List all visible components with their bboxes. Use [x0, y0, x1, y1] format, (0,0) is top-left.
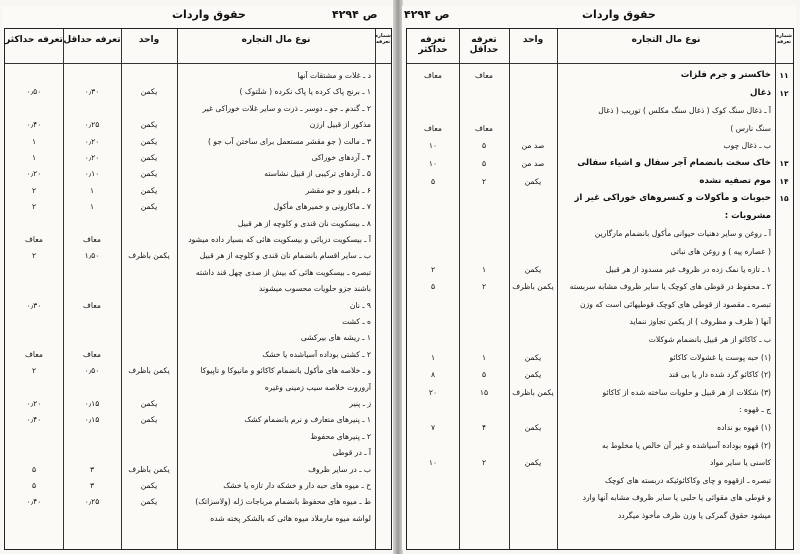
max-rate: معاف — [424, 71, 442, 80]
table-row — [407, 456, 793, 469]
min-rate: ۲ — [481, 458, 487, 468]
right-tariff-table — [406, 28, 794, 550]
min-rate: ۵ — [481, 159, 487, 168]
min-rate: ۰٫۱۰ — [84, 169, 100, 179]
description: ذغال — [750, 87, 771, 98]
description: ۲ ـ گندم ـ جو ـ دوسر ـ ذرت و سایر غلات خوراکی غیر — [202, 103, 371, 113]
max-rate: ۰٫۲۰ — [26, 169, 42, 179]
table-row — [5, 315, 391, 328]
table-row — [5, 282, 391, 295]
table-row — [5, 463, 391, 476]
table-row — [5, 495, 391, 508]
description: تبصره ـ مقصود از قوطی های کوچک قوطیهائی است که وزن — [580, 299, 771, 309]
left-header-description: نوع مال التجاره — [241, 35, 311, 45]
left-header-code: شماره تعرفه — [375, 33, 391, 45]
min-rate: ۱۵ — [479, 387, 489, 397]
description: د ـ غلات و مشتقات آنها — [297, 71, 371, 80]
min-rate: ۱ — [481, 264, 487, 274]
table-row — [407, 368, 793, 381]
table-row — [407, 122, 793, 135]
table-row — [5, 299, 391, 312]
table-row — [407, 491, 793, 504]
max-rate: ۱ — [430, 352, 436, 362]
table-row — [5, 512, 391, 525]
description: آ ـ ذغال سنگ کوک ( ذغال سنگ مکلس ) توریب ( ذغال — [598, 106, 771, 116]
min-rate: ۰٫۲۰ — [84, 136, 100, 146]
description: ۱ ـ تازه یا نمک زده در ظروف غیر مسدود از هر قبیل — [605, 264, 771, 274]
min-rate: معاف — [83, 235, 101, 244]
description: ۷ ـ ماکارونی و خمیرهای مأکول — [273, 202, 371, 212]
right-page-title: حقوق واردات — [582, 8, 656, 21]
min-rate: ۴ — [481, 423, 487, 432]
table-row — [5, 430, 391, 443]
unit: یکمن — [524, 458, 542, 468]
tariff-code: ۱۱ — [779, 71, 789, 80]
table-row — [407, 69, 793, 82]
max-rate: ۰٫۲۰ — [26, 399, 42, 408]
table-row — [5, 331, 391, 344]
left-tariff-table — [4, 28, 392, 550]
description: حبوبات و مأکولات و کنسروهای خوراکی غیر از — [574, 193, 771, 204]
right-header-max: تعرفه حداکثر — [418, 35, 448, 55]
table-row — [407, 474, 793, 487]
tariff-code: ۱۵ — [779, 194, 789, 204]
description: (۱) حبه پوست یا غشولات کاکائو — [669, 352, 771, 362]
max-rate: ۰٫۵۰ — [26, 87, 42, 97]
max-rate: معاف — [25, 349, 43, 359]
description: خاکستر و جرم فلزات — [680, 70, 771, 80]
min-rate: ۱ — [89, 185, 95, 195]
unit: یکمن باظرف — [512, 282, 554, 292]
max-rate: ۲ — [31, 185, 37, 195]
min-rate: ۲ — [481, 282, 487, 292]
description: ۵ ـ آردهای ترکیبی از قبیل نشاسته — [264, 169, 371, 179]
left-header-unit: واحد — [138, 35, 160, 45]
unit: یکمن — [140, 169, 158, 179]
min-rate: ۵ — [481, 141, 487, 151]
right-running-header — [402, 8, 796, 26]
right-header-min: تعرفه حداقل — [469, 35, 499, 55]
table-row — [5, 184, 391, 197]
description: ۱ ـ برنج پاک کرده یا پاک نکرده ( شلتوک ) — [239, 87, 371, 97]
description: (۳) شکلات از هر قبیل و حلویات ساخته شده از کاکائو — [602, 387, 771, 397]
table-row — [407, 87, 793, 100]
table-row — [407, 139, 793, 152]
max-rate: ۵ — [430, 176, 436, 186]
description: ب ـ کاکائو از هر قبیل بانضمام شوکلات — [648, 335, 771, 344]
unit: صد من — [521, 141, 545, 151]
unit: یکمن — [140, 136, 158, 146]
table-row — [407, 104, 793, 117]
min-rate: ۰٫۱۵ — [84, 415, 100, 425]
min-rate: ۰٫۲۵ — [84, 120, 100, 130]
description: ۲ ـ کشتی بوداده آسیاشده یا خشک — [262, 349, 371, 359]
table-row — [5, 233, 391, 246]
max-rate: معاف — [424, 123, 442, 133]
max-rate: ۰٫۴۰ — [26, 415, 42, 425]
unit: صد من — [521, 159, 545, 168]
description: ج ـ قهوه : — [739, 405, 771, 415]
right-header-unit: واحد — [522, 35, 544, 45]
description: ۶ ـ بلغور و جو مقشر — [305, 185, 371, 195]
min-rate: ۱٫۵۰ — [84, 251, 100, 261]
table-row — [5, 217, 391, 230]
unit: یکمن — [140, 120, 158, 130]
unit: یکمن — [140, 185, 158, 195]
min-rate: ۰٫۵۰ — [84, 366, 100, 376]
left-page-title: حقوق واردات — [172, 8, 246, 21]
table-row — [5, 397, 391, 410]
max-rate: ۲۰ — [428, 387, 438, 397]
description: آ ـ روغن و سایر دهنیات حیوانی مأکول بانضمام مارگارین — [594, 229, 771, 239]
table-row — [5, 446, 391, 459]
description: ۲ ـ پنیرهای محفوظ — [310, 431, 371, 441]
table-row — [407, 509, 793, 522]
table-row — [5, 135, 391, 148]
table-row — [407, 421, 793, 434]
left-running-header — [2, 8, 394, 26]
description: ۹ ـ نان — [349, 300, 371, 310]
description: ( عصاره پیه ) و روغن های نباتی — [670, 247, 771, 256]
table-row — [5, 413, 391, 426]
tariff-code: ۱۳ — [779, 159, 789, 168]
table-row — [407, 333, 793, 346]
max-rate: معاف — [25, 235, 43, 244]
max-rate: ۷ — [430, 423, 436, 432]
description: (۱) قهوه بو نداده — [717, 423, 771, 432]
max-rate: ۲ — [31, 251, 37, 261]
description: سنگ نارس ) — [730, 123, 771, 133]
min-rate: ۵ — [481, 370, 487, 380]
table-row — [407, 315, 793, 328]
description: ۳ ـ مالت ( جو مقشر مستعمل برای ساختن آب جو ) — [207, 136, 371, 146]
description: ب ـ ذغال چوب — [723, 141, 771, 151]
description: آ ـ بیسکویت دریائی و بیسکویت هائی که بسیار داده میشود — [188, 235, 371, 244]
min-rate: ۰٫۳۰ — [84, 87, 100, 97]
right-header-code: شماره تعرفه — [776, 33, 792, 45]
max-rate: ۱ — [31, 153, 37, 162]
max-rate: ۲ — [31, 202, 37, 212]
description: مذکور از قبیل ارزن — [309, 120, 371, 130]
table-row — [407, 403, 793, 416]
description: ط ـ میوه های محفوظ بانضمام مرباجات ژله (ولاسزاتک) — [195, 497, 371, 507]
description: و قوطی های مقوائی یا حلبی یا سایر ظروف مشابه آنها وارد — [582, 493, 771, 503]
description: تبصره ـ ازقهوه و چای وکاکائوئیکه دربسته های کوچک — [605, 475, 771, 485]
table-row — [5, 381, 391, 394]
table-row — [5, 200, 391, 213]
min-rate: معاف — [475, 71, 493, 80]
unit: یکمن — [140, 87, 158, 97]
unit: یکمن — [524, 370, 542, 380]
description: (۲) قهوه بوداده آسیاشده و غیر آن خالص یا مخلوط به — [602, 440, 771, 450]
description: ح ـ میوه های حبه دار و خشکه دار تازه یا خشک — [223, 481, 371, 490]
description: ۱ ـ پنیرهای متعارف و نرم بانضمام کشک — [244, 415, 371, 425]
description: ب ـ در سایر ظروف — [308, 464, 371, 474]
max-rate: ۵ — [430, 282, 436, 292]
min-rate: معاف — [475, 123, 493, 133]
max-rate: ۰٫۳۰ — [26, 300, 42, 310]
min-rate: ۳ — [89, 464, 95, 474]
table-row — [5, 69, 391, 82]
description: مشروبات : — [724, 210, 771, 221]
table-row — [407, 245, 793, 258]
description: ۴ ـ آردهای خوراکی — [311, 153, 371, 162]
description: کاسنی یا سایر مواد — [709, 458, 771, 468]
unit: یکمن — [140, 153, 158, 162]
table-row — [5, 348, 391, 361]
table-row — [5, 85, 391, 98]
min-rate: ۱ — [89, 202, 95, 212]
table-row — [407, 298, 793, 311]
unit: یکمن — [140, 497, 158, 507]
table-row — [407, 157, 793, 170]
unit: یکمن — [140, 399, 158, 408]
table-row — [407, 175, 793, 188]
table-row — [407, 386, 793, 399]
table-row — [407, 192, 793, 205]
min-rate: معاف — [83, 300, 101, 310]
description: (۲) کاکائو گرد شده دار یا بی قند — [668, 370, 771, 380]
min-rate: ۰٫۲۰ — [84, 153, 100, 162]
min-rate: ۰٫۱۵ — [84, 399, 100, 408]
unit: یکمن — [140, 202, 158, 212]
min-rate: ۲ — [481, 176, 487, 186]
table-row — [407, 351, 793, 364]
unit: یکمن باظرف — [128, 251, 170, 261]
unit: یکمن — [140, 415, 158, 425]
max-rate: ۲ — [430, 264, 436, 274]
table-row — [407, 227, 793, 240]
description: ه ـ کشت — [342, 317, 371, 326]
table-row — [407, 439, 793, 452]
table-row — [5, 266, 391, 279]
description: ۱ ـ ریشه های بیرکشی — [300, 333, 371, 343]
unit: یکمن — [524, 176, 542, 186]
description: لواشه میوه مارملاد میوه هائی که بالشکر پخته شده — [210, 513, 371, 523]
unit: یکمن — [524, 423, 542, 432]
table-row — [407, 280, 793, 293]
min-rate: معاف — [83, 349, 101, 359]
description: آنها ( ظرف و مظروف ) از یکمن تجاوز ننماید — [629, 317, 771, 327]
min-rate: ۳ — [89, 481, 95, 490]
table-row — [407, 210, 793, 223]
max-rate: ۲ — [31, 366, 37, 376]
tariff-code: ۱۴ — [779, 176, 789, 186]
unit: یکمن — [524, 352, 542, 362]
description: ز ـ پنیر — [349, 399, 371, 408]
table-row — [5, 102, 391, 115]
table-row — [5, 249, 391, 262]
table-row — [5, 151, 391, 164]
table-row — [5, 167, 391, 180]
unit: یکمن باظرف — [512, 387, 554, 397]
max-rate: ۱۰ — [428, 458, 438, 468]
unit: یکمن — [524, 264, 542, 274]
tariff-code: ۱۲ — [779, 88, 789, 98]
max-rate: ۵ — [31, 481, 37, 490]
max-rate: ۱۰ — [428, 141, 438, 151]
right-page — [402, 6, 796, 550]
min-rate: ۱ — [481, 352, 487, 362]
table-row — [5, 364, 391, 377]
table-row — [5, 479, 391, 492]
description: آروروت خلاصه سیب زمینی وغیره — [264, 382, 371, 392]
right-header-description: نوع مال التجاره — [631, 35, 701, 45]
description: موم تصفیه نشده — [699, 175, 771, 186]
unit: یکمن — [140, 481, 158, 490]
description: باشند جزو حلویات محسوب میشوند — [259, 284, 371, 294]
description: ب ـ سایر اقسام بانضمام نان قندی و کلوچه از هر قبیل — [199, 251, 371, 261]
left-header-max: تعرفه حداکثر — [5, 35, 63, 45]
description: و ـ خلاصه های مأکول بانضمام کاکائو و مانیوکا و تاپیوکا — [200, 366, 371, 376]
max-rate: ۸ — [430, 370, 436, 380]
description: خاک سخت بانضمام آجر سفال و اشیاء سفالی — [577, 158, 771, 168]
table-row — [5, 118, 391, 131]
right-page-number: ص ۴۲۹۴ — [404, 8, 450, 21]
table-row — [407, 263, 793, 276]
description: میشود حقوق گمرکی یا وزن ظرف مأخوذ میگردد — [617, 511, 771, 520]
description: تبصره ـ بیسکویت هائی که بیش از صدی چهل قند داشته — [195, 267, 371, 277]
max-rate: ۱ — [31, 136, 37, 146]
max-rate: ۵ — [31, 464, 37, 474]
max-rate: ۱۰ — [428, 159, 438, 168]
left-page — [2, 6, 394, 550]
left-page-number: ۴۲۹۴ ص — [332, 8, 378, 21]
description: آ ـ در قوطی — [332, 448, 371, 458]
left-header-min: تعرفه حداقل — [63, 35, 121, 45]
description: ۸ ـ بیسکویت نان قندی و کلوچه از هر قبیل — [237, 218, 371, 228]
description: ۲ ـ محفوظ در قوطی های کوچک یا سایر ظروف مشابه سربسته — [569, 282, 771, 292]
max-rate: ۰٫۴۰ — [26, 120, 42, 130]
min-rate: ۰٫۲۵ — [84, 497, 100, 507]
max-rate: ۰٫۴۰ — [26, 497, 42, 507]
unit: یکمن باظرف — [128, 366, 170, 376]
unit: یکمن باظرف — [128, 464, 170, 474]
